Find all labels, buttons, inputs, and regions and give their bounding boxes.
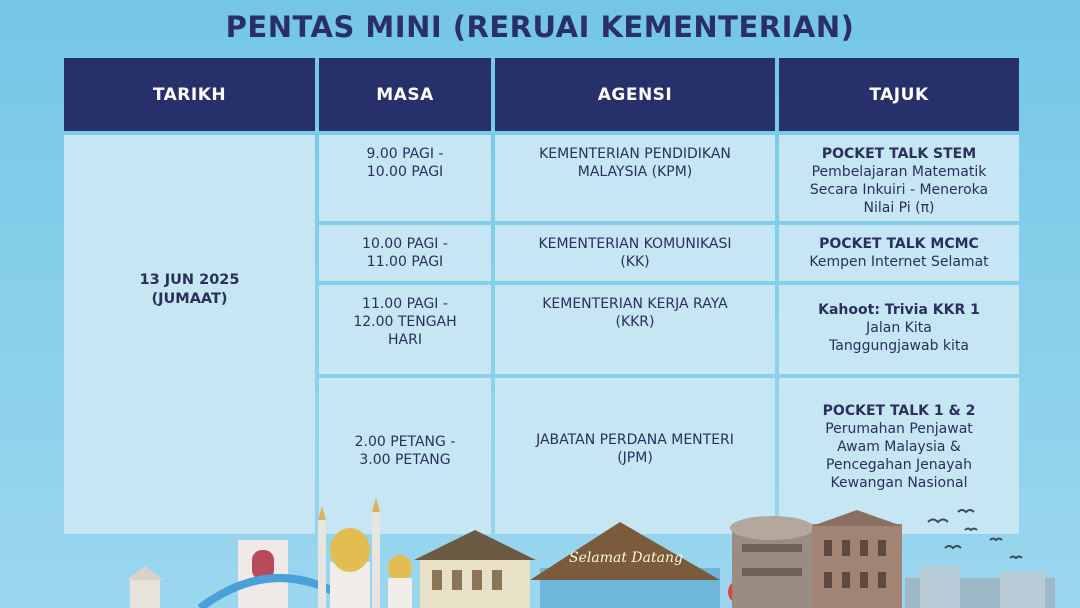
agency-line: (KK)	[620, 254, 650, 270]
colonial-building-icon	[414, 530, 536, 608]
time-line: 9.00 PAGI -	[366, 146, 444, 162]
agency-line: JABATAN PERDANA MENTERI	[536, 432, 734, 448]
time-line: 3.00 PETANG	[359, 452, 451, 468]
heritage-building-icon	[812, 510, 902, 608]
topic-line: Kewangan Nasional	[830, 475, 968, 491]
topic-line: Nilai Pi (π)	[863, 200, 935, 216]
agency-line: (JPM)	[617, 450, 653, 466]
day-text: (JUMAAT)	[151, 291, 228, 307]
topic-line: Jalan Kita	[866, 320, 932, 336]
topic-title: POCKET TALK STEM	[821, 146, 977, 162]
topic-title: POCKET TALK 1 & 2	[822, 403, 976, 419]
time-line: 11.00 PAGI -	[362, 296, 448, 312]
pavilion-icon	[126, 566, 164, 608]
topic-line: Pencegahan Jenayah	[826, 457, 972, 473]
agency-line: KEMENTERIAN KERJA RAYA	[542, 296, 728, 312]
birds-icon	[928, 510, 1022, 558]
topic-line: Awam Malaysia &	[837, 439, 961, 455]
time-line: 12.00 TENGAH	[353, 314, 457, 330]
header-agensi: AGENSI	[495, 58, 775, 131]
topic-line: Pembelajaran Matematik	[811, 164, 987, 180]
clock-tower-icon	[730, 516, 814, 608]
header-masa: MASA	[319, 58, 491, 131]
topic-line: Tanggungjawab kita	[829, 338, 969, 354]
agency-line: KEMENTERIAN KOMUNIKASI	[538, 236, 732, 252]
topic-line: Perumahan Penjawat	[825, 421, 973, 437]
time-line: 11.00 PAGI	[366, 254, 444, 270]
header-tarikh: TARIKH	[64, 58, 315, 131]
topic-title: Kahoot: Trivia KKR 1	[818, 302, 980, 318]
topic-title: POCKET TALK MCMC	[819, 236, 979, 252]
time-line: 10.00 PAGI -	[362, 236, 448, 252]
time-line: HARI	[388, 332, 422, 348]
agency-line: MALAYSIA (KPM)	[577, 164, 693, 180]
time-line: 2.00 PETANG -	[354, 434, 456, 450]
agency-line: KEMENTERIAN PENDIDIKAN	[539, 146, 731, 162]
agency-line: (KKR)	[615, 314, 655, 330]
header-tajuk: TAJUK	[779, 58, 1019, 131]
date-text: 13 JUN 2025	[139, 272, 240, 288]
mosque-icon	[318, 498, 412, 608]
welcome-sign	[530, 522, 720, 608]
topic-line: Secara Inkuiri - Meneroka	[809, 182, 989, 198]
right-buildings-icon	[905, 566, 1055, 608]
welcome-text: Selamat Datang	[569, 550, 683, 566]
topic-line: Kempen Internet Selamat	[809, 254, 989, 270]
time-line: 10.00 PAGI	[366, 164, 444, 180]
page-title: PENTAS MINI (RERUAI KEMENTERIAN)	[225, 10, 855, 44]
